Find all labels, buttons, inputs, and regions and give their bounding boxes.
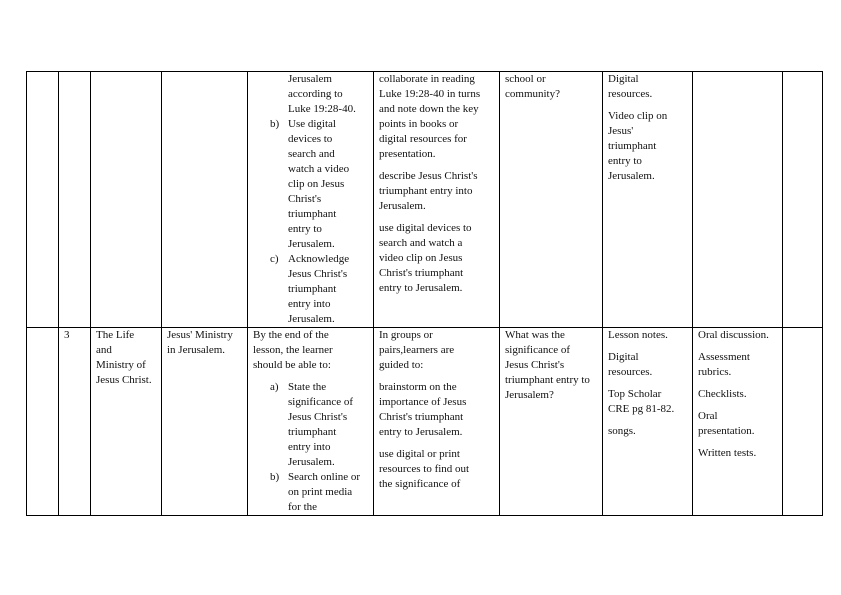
list-marker: b) <box>270 118 280 130</box>
learning-outcomes-cell <box>248 72 374 328</box>
assessment-cell <box>693 328 783 516</box>
assessment-item: Oral presentation. <box>698 410 755 437</box>
assessment-item: Oral discussion. <box>698 329 769 341</box>
strand-cell <box>91 72 162 328</box>
experience-paragraph: collaborate in reading Luke 19:28-40 in turns and note down the key points in books or digital resources for presentation. <box>379 73 481 160</box>
outcome-item: a) State the significance of Jesus Christ's triumphant entry into Jerusalem. <box>270 381 354 468</box>
week-cell <box>27 328 59 516</box>
week-cell <box>27 72 59 328</box>
assessment-item: Written tests. <box>698 447 757 459</box>
resource-item: Video clip on Jesus' triumphant entry to Jerusalem. <box>608 110 668 182</box>
experience-paragraph: use digital devices to search and watch a video clip on Jesus Christ's triumphant entry to Jerusalem. <box>379 222 472 294</box>
resource-item: Top Scholar CRE pg 81-82. <box>608 388 675 415</box>
reflection-cell <box>783 72 823 328</box>
reflection-cell <box>783 328 823 516</box>
resources-cell <box>603 328 693 516</box>
scheme-of-work-table <box>26 71 823 516</box>
list-marker: b) <box>270 471 280 483</box>
outcome-continuation: Jerusalem according to Luke 19:28-40. <box>288 73 356 115</box>
experience-paragraph: In groups or pairs,learners are guided to: <box>379 329 455 371</box>
learning-experiences-cell <box>374 72 500 328</box>
resource-item: Lesson notes. <box>608 329 668 341</box>
outcome-list <box>253 117 368 327</box>
table-row <box>27 328 823 516</box>
key-inquiry-cell <box>500 328 603 516</box>
list-marker: c) <box>270 253 279 265</box>
assessment-cell <box>693 72 783 328</box>
assessment-item: Assessment rubrics. <box>698 351 750 378</box>
resource-item: songs. <box>608 425 636 437</box>
list-marker: a) <box>270 381 279 393</box>
lesson-cell <box>59 72 91 328</box>
learning-outcomes-cell <box>248 328 374 516</box>
outcome-item: b) Use digital devices to search and watch a video clip on Jesus Christ's triumphant entry to Jerusalem. <box>270 118 350 250</box>
assessment-item: Checklists. <box>698 388 747 400</box>
strand-cell: The Life and Ministry of Jesus Christ. <box>91 328 162 516</box>
experience-paragraph: describe Jesus Christ's triumphant entry into Jerusalem. <box>379 170 478 212</box>
inquiry-question: What was the significance of Jesus Christ's triumphant entry to Jerusalem? <box>505 329 590 401</box>
outcome-item: b) Search online or on print media for the <box>270 471 361 513</box>
learning-experiences-cell <box>374 328 500 516</box>
outcome-list <box>253 380 368 515</box>
experience-paragraph: brainstorm on the importance of Jesus Christ's triumphant entry to Jerusalem. <box>379 381 467 438</box>
resources-cell <box>603 72 693 328</box>
key-inquiry-cell <box>500 72 603 328</box>
substrand-cell: Jesus' Ministry in Jerusalem. <box>162 328 248 516</box>
resource-item: Digital resources. <box>608 351 653 378</box>
substrand-cell <box>162 72 248 328</box>
lesson-cell: 3 <box>59 328 91 516</box>
outcome-item: c) Acknowledge Jesus Christ's triumphant entry into Jerusalem. <box>270 253 350 325</box>
resource-item: Digital resources. <box>608 73 653 100</box>
inquiry-question: school or community? <box>505 73 560 100</box>
outcome-intro: By the end of the lesson, the learner should be able to: <box>253 329 333 371</box>
experience-paragraph: use digital or print resources to find out the significance of <box>379 448 470 490</box>
table-row <box>27 72 823 328</box>
